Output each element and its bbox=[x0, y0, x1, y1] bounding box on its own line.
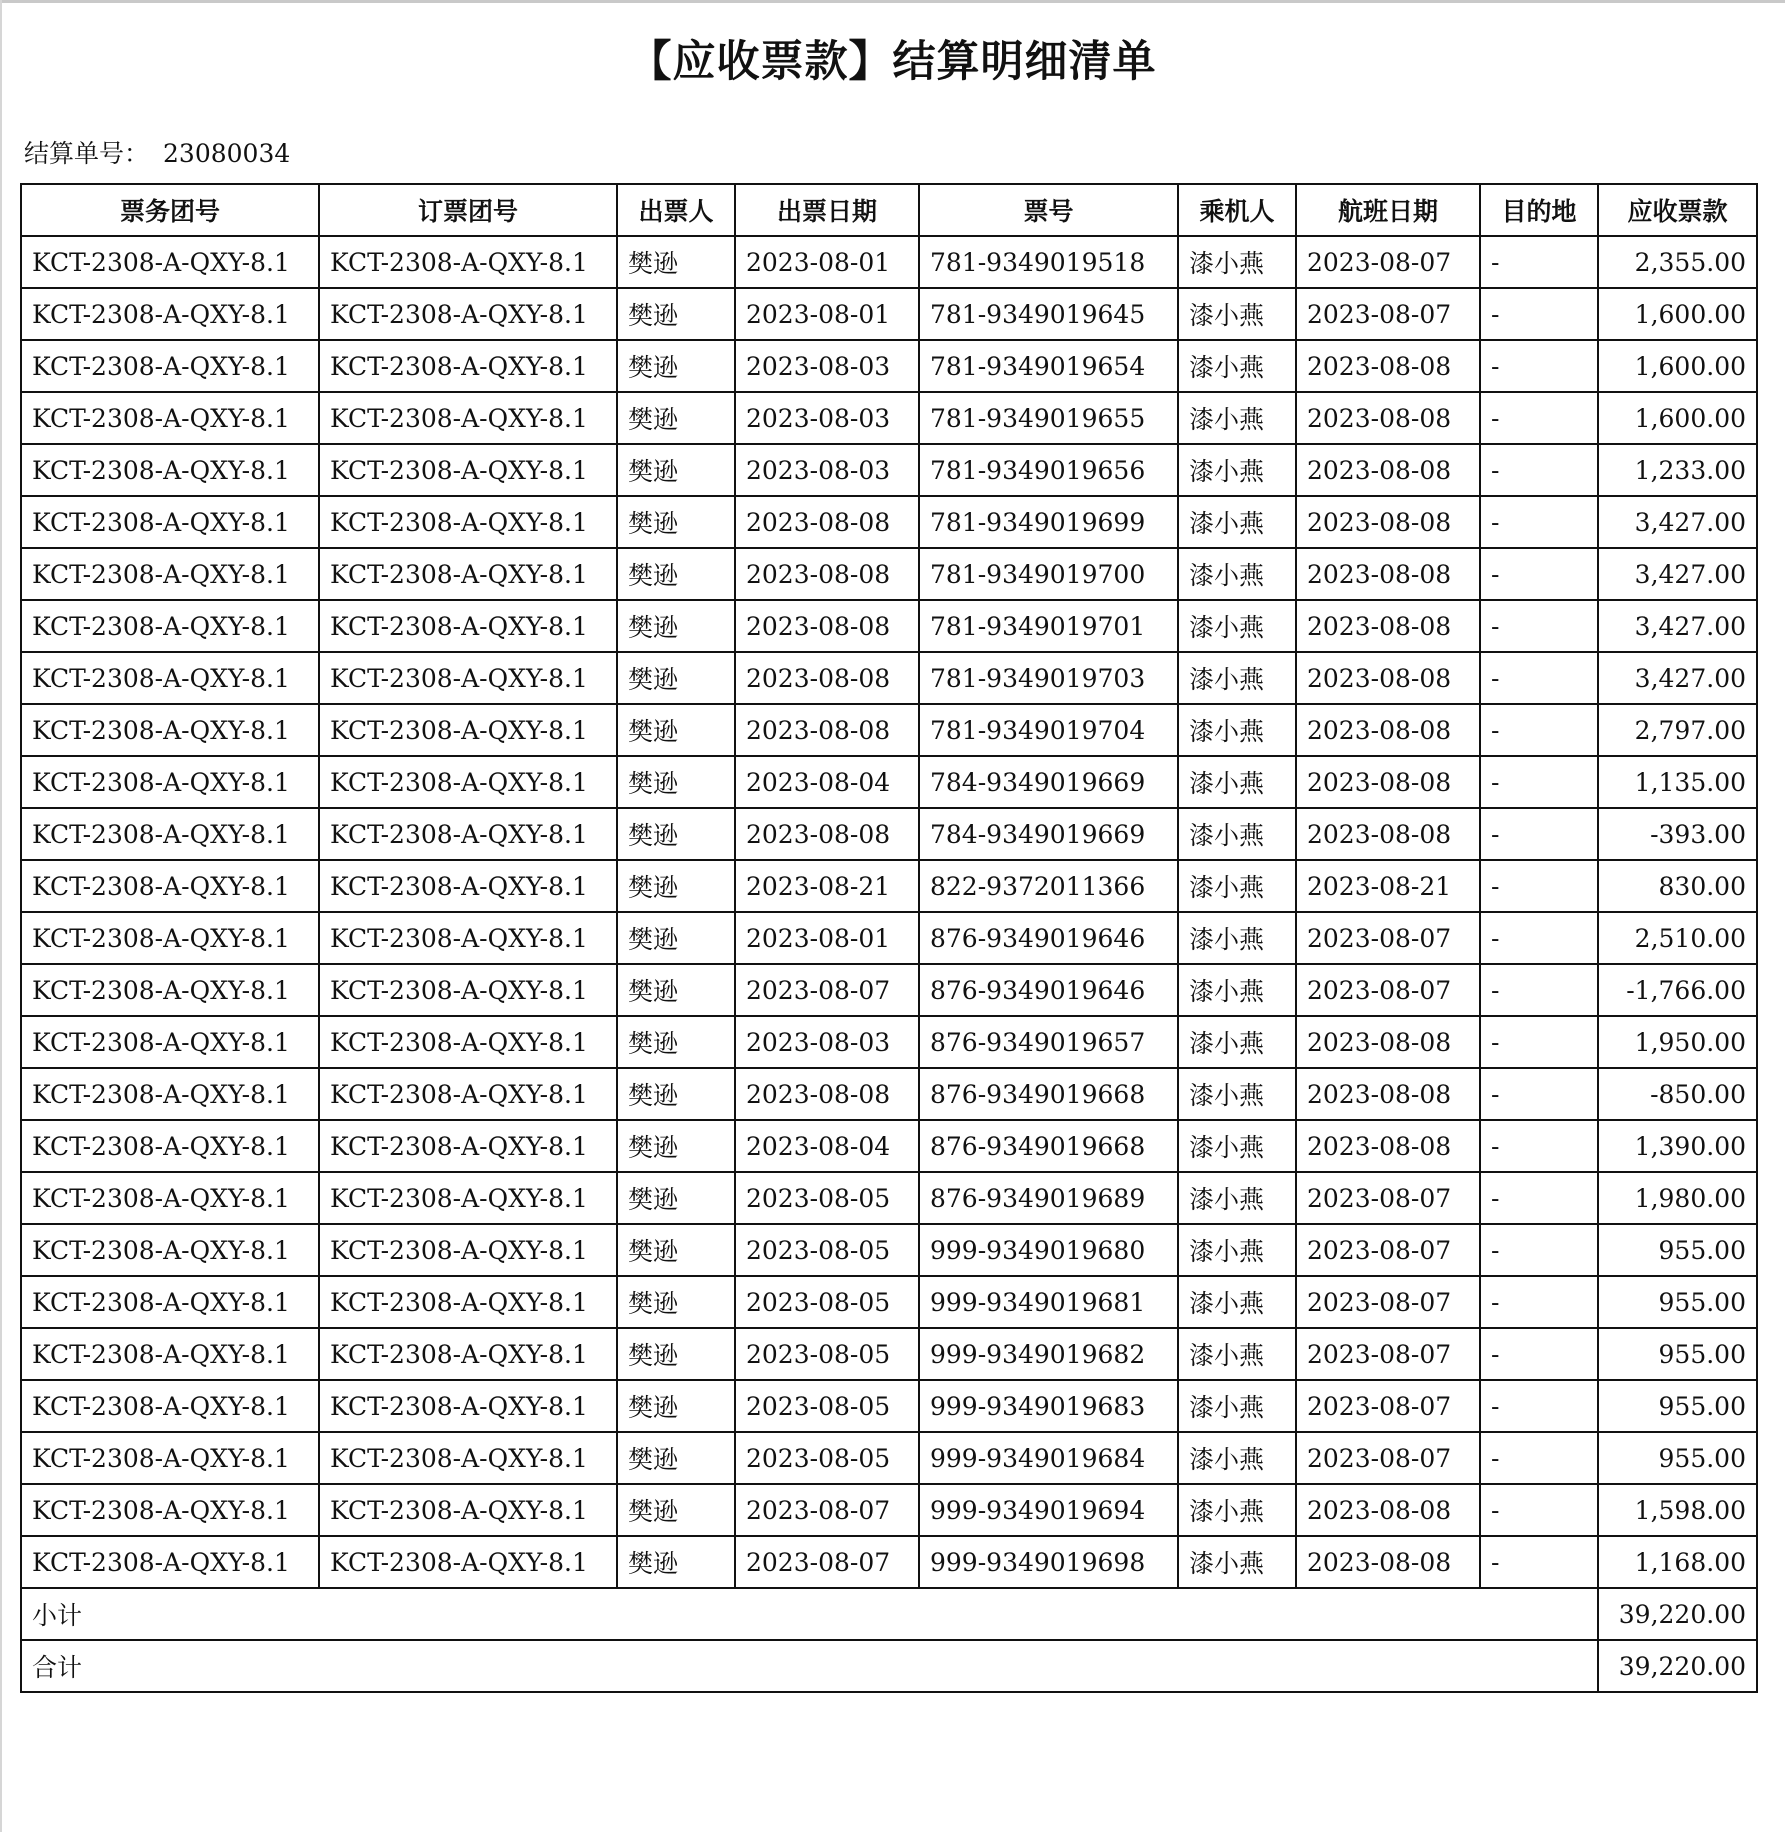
booking-group-no-cell: KCT-2308-A-QXY-8.1 bbox=[319, 444, 617, 496]
amount-cell: 3,427.00 bbox=[1598, 548, 1757, 600]
ticket-group-no-cell: KCT-2308-A-QXY-8.1 bbox=[21, 1328, 319, 1380]
issuer-cell: 樊逊 bbox=[617, 236, 735, 288]
header-receivable-amount: 应收票款 bbox=[1598, 184, 1757, 236]
ticket-group-no-cell: KCT-2308-A-QXY-8.1 bbox=[21, 600, 319, 652]
flight-date-cell: 2023-08-08 bbox=[1296, 600, 1480, 652]
flight-date-cell: 2023-08-08 bbox=[1296, 756, 1480, 808]
issuer-cell: 樊逊 bbox=[617, 1276, 735, 1328]
issue-date-cell: 2023-08-08 bbox=[735, 808, 919, 860]
table-row bbox=[21, 964, 1757, 1016]
issuer-cell: 樊逊 bbox=[617, 964, 735, 1016]
issue-date-cell: 2023-08-05 bbox=[735, 1172, 919, 1224]
amount-cell: 3,427.00 bbox=[1598, 600, 1757, 652]
issuer-cell: 樊逊 bbox=[617, 1016, 735, 1068]
passenger-cell: 漆小燕 bbox=[1178, 1432, 1296, 1484]
flight-date-cell: 2023-08-08 bbox=[1296, 548, 1480, 600]
amount-cell: 1,168.00 bbox=[1598, 1536, 1757, 1588]
passenger-cell: 漆小燕 bbox=[1178, 964, 1296, 1016]
ticket-no-cell: 781-9349019699 bbox=[919, 496, 1178, 548]
passenger-cell: 漆小燕 bbox=[1178, 808, 1296, 860]
amount-cell: 955.00 bbox=[1598, 1276, 1757, 1328]
passenger-cell: 漆小燕 bbox=[1178, 1380, 1296, 1432]
flight-date-cell: 2023-08-08 bbox=[1296, 652, 1480, 704]
settlement-number-value: 23080034 bbox=[163, 139, 291, 168]
amount-cell: 1,233.00 bbox=[1598, 444, 1757, 496]
issuer-cell: 樊逊 bbox=[617, 1328, 735, 1380]
total-row bbox=[21, 1640, 1757, 1692]
booking-group-no-cell: KCT-2308-A-QXY-8.1 bbox=[319, 1432, 617, 1484]
settlement-detail-table bbox=[20, 183, 1758, 1693]
document-title: 【应收票款】结算明细清单 bbox=[628, 37, 1157, 87]
booking-group-no-cell: KCT-2308-A-QXY-8.1 bbox=[319, 652, 617, 704]
ticket-no-cell: 781-9349019703 bbox=[919, 652, 1178, 704]
issue-date-cell: 2023-08-08 bbox=[735, 548, 919, 600]
ticket-group-no-cell: KCT-2308-A-QXY-8.1 bbox=[21, 1380, 319, 1432]
passenger-cell: 漆小燕 bbox=[1178, 912, 1296, 964]
destination-cell: - bbox=[1480, 1328, 1598, 1380]
issue-date-cell: 2023-08-08 bbox=[735, 704, 919, 756]
table-row bbox=[21, 600, 1757, 652]
issue-date-cell: 2023-08-01 bbox=[735, 236, 919, 288]
header-flight-date: 航班日期 bbox=[1296, 184, 1480, 236]
issue-date-cell: 2023-08-03 bbox=[735, 1016, 919, 1068]
amount-cell: 2,510.00 bbox=[1598, 912, 1757, 964]
table-row bbox=[21, 1328, 1757, 1380]
flight-date-cell: 2023-08-07 bbox=[1296, 912, 1480, 964]
amount-cell: 955.00 bbox=[1598, 1224, 1757, 1276]
issuer-cell: 樊逊 bbox=[617, 912, 735, 964]
issuer-cell: 樊逊 bbox=[617, 1172, 735, 1224]
destination-cell: - bbox=[1480, 860, 1598, 912]
issue-date-cell: 2023-08-08 bbox=[735, 600, 919, 652]
ticket-group-no-cell: KCT-2308-A-QXY-8.1 bbox=[21, 1120, 319, 1172]
ticket-no-cell: 999-9349019694 bbox=[919, 1484, 1178, 1536]
amount-cell: 3,427.00 bbox=[1598, 652, 1757, 704]
destination-cell: - bbox=[1480, 1380, 1598, 1432]
ticket-no-cell: 876-9349019646 bbox=[919, 964, 1178, 1016]
header-ticket-group-no: 票务团号 bbox=[21, 184, 319, 236]
ticket-group-no-cell: KCT-2308-A-QXY-8.1 bbox=[21, 444, 319, 496]
flight-date-cell: 2023-08-21 bbox=[1296, 860, 1480, 912]
amount-cell: 3,427.00 bbox=[1598, 496, 1757, 548]
ticket-no-cell: 781-9349019656 bbox=[919, 444, 1178, 496]
destination-cell: - bbox=[1480, 704, 1598, 756]
table-row bbox=[21, 548, 1757, 600]
issue-date-cell: 2023-08-05 bbox=[735, 1328, 919, 1380]
ticket-group-no-cell: KCT-2308-A-QXY-8.1 bbox=[21, 1068, 319, 1120]
ticket-no-cell: 999-9349019683 bbox=[919, 1380, 1178, 1432]
ticket-no-cell: 822-9372011366 bbox=[919, 860, 1178, 912]
booking-group-no-cell: KCT-2308-A-QXY-8.1 bbox=[319, 496, 617, 548]
ticket-no-cell: 784-9349019669 bbox=[919, 808, 1178, 860]
destination-cell: - bbox=[1480, 1224, 1598, 1276]
issuer-cell: 樊逊 bbox=[617, 1068, 735, 1120]
amount-cell: 955.00 bbox=[1598, 1328, 1757, 1380]
ticket-group-no-cell: KCT-2308-A-QXY-8.1 bbox=[21, 288, 319, 340]
destination-cell: - bbox=[1480, 392, 1598, 444]
destination-cell: - bbox=[1480, 1484, 1598, 1536]
flight-date-cell: 2023-08-08 bbox=[1296, 1016, 1480, 1068]
issuer-cell: 樊逊 bbox=[617, 548, 735, 600]
ticket-group-no-cell: KCT-2308-A-QXY-8.1 bbox=[21, 340, 319, 392]
flight-date-cell: 2023-08-07 bbox=[1296, 1432, 1480, 1484]
table-row bbox=[21, 1536, 1757, 1588]
ticket-group-no-cell: KCT-2308-A-QXY-8.1 bbox=[21, 1172, 319, 1224]
booking-group-no-cell: KCT-2308-A-QXY-8.1 bbox=[319, 288, 617, 340]
passenger-cell: 漆小燕 bbox=[1178, 340, 1296, 392]
flight-date-cell: 2023-08-08 bbox=[1296, 1536, 1480, 1588]
destination-cell: - bbox=[1480, 1120, 1598, 1172]
issue-date-cell: 2023-08-07 bbox=[735, 964, 919, 1016]
issuer-cell: 樊逊 bbox=[617, 1380, 735, 1432]
amount-cell: 830.00 bbox=[1598, 860, 1757, 912]
issuer-cell: 樊逊 bbox=[617, 808, 735, 860]
flight-date-cell: 2023-08-07 bbox=[1296, 1380, 1480, 1432]
flight-date-cell: 2023-08-08 bbox=[1296, 808, 1480, 860]
table-row bbox=[21, 860, 1757, 912]
ticket-no-cell: 876-9349019668 bbox=[919, 1068, 1178, 1120]
issue-date-cell: 2023-08-04 bbox=[735, 756, 919, 808]
passenger-cell: 漆小燕 bbox=[1178, 704, 1296, 756]
flight-date-cell: 2023-08-07 bbox=[1296, 1172, 1480, 1224]
ticket-group-no-cell: KCT-2308-A-QXY-8.1 bbox=[21, 1484, 319, 1536]
amount-cell: 1,135.00 bbox=[1598, 756, 1757, 808]
issuer-cell: 樊逊 bbox=[617, 1536, 735, 1588]
amount-cell: -850.00 bbox=[1598, 1068, 1757, 1120]
destination-cell: - bbox=[1480, 1432, 1598, 1484]
amount-cell: 1,600.00 bbox=[1598, 392, 1757, 444]
passenger-cell: 漆小燕 bbox=[1178, 236, 1296, 288]
ticket-group-no-cell: KCT-2308-A-QXY-8.1 bbox=[21, 860, 319, 912]
table-header-row bbox=[21, 184, 1757, 236]
booking-group-no-cell: KCT-2308-A-QXY-8.1 bbox=[319, 600, 617, 652]
ticket-no-cell: 781-9349019518 bbox=[919, 236, 1178, 288]
amount-cell: 955.00 bbox=[1598, 1432, 1757, 1484]
destination-cell: - bbox=[1480, 1172, 1598, 1224]
destination-cell: - bbox=[1480, 756, 1598, 808]
issue-date-cell: 2023-08-21 bbox=[735, 860, 919, 912]
ticket-no-cell: 781-9349019704 bbox=[919, 704, 1178, 756]
ticket-group-no-cell: KCT-2308-A-QXY-8.1 bbox=[21, 652, 319, 704]
passenger-cell: 漆小燕 bbox=[1178, 496, 1296, 548]
issue-date-cell: 2023-08-04 bbox=[735, 1120, 919, 1172]
issue-date-cell: 2023-08-03 bbox=[735, 444, 919, 496]
top-border bbox=[0, 0, 1785, 3]
ticket-no-cell: 999-9349019682 bbox=[919, 1328, 1178, 1380]
ticket-group-no-cell: KCT-2308-A-QXY-8.1 bbox=[21, 1276, 319, 1328]
table-row bbox=[21, 1016, 1757, 1068]
table-row bbox=[21, 652, 1757, 704]
destination-cell: - bbox=[1480, 1276, 1598, 1328]
issuer-cell: 樊逊 bbox=[617, 1224, 735, 1276]
ticket-no-cell: 781-9349019645 bbox=[919, 288, 1178, 340]
amount-cell: 2,797.00 bbox=[1598, 704, 1757, 756]
destination-cell: - bbox=[1480, 912, 1598, 964]
passenger-cell: 漆小燕 bbox=[1178, 1224, 1296, 1276]
destination-cell: - bbox=[1480, 236, 1598, 288]
table-row bbox=[21, 756, 1757, 808]
ticket-group-no-cell: KCT-2308-A-QXY-8.1 bbox=[21, 756, 319, 808]
ticket-group-no-cell: KCT-2308-A-QXY-8.1 bbox=[21, 964, 319, 1016]
destination-cell: - bbox=[1480, 808, 1598, 860]
destination-cell: - bbox=[1480, 1016, 1598, 1068]
table-row bbox=[21, 1432, 1757, 1484]
header-passenger: 乘机人 bbox=[1178, 184, 1296, 236]
issue-date-cell: 2023-08-08 bbox=[735, 1068, 919, 1120]
header-destination: 目的地 bbox=[1480, 184, 1598, 236]
issuer-cell: 樊逊 bbox=[617, 392, 735, 444]
issue-date-cell: 2023-08-05 bbox=[735, 1276, 919, 1328]
ticket-no-cell: 876-9349019657 bbox=[919, 1016, 1178, 1068]
issue-date-cell: 2023-08-07 bbox=[735, 1484, 919, 1536]
passenger-cell: 漆小燕 bbox=[1178, 652, 1296, 704]
ticket-group-no-cell: KCT-2308-A-QXY-8.1 bbox=[21, 704, 319, 756]
booking-group-no-cell: KCT-2308-A-QXY-8.1 bbox=[319, 340, 617, 392]
ticket-group-no-cell: KCT-2308-A-QXY-8.1 bbox=[21, 1224, 319, 1276]
table-row bbox=[21, 236, 1757, 288]
passenger-cell: 漆小燕 bbox=[1178, 756, 1296, 808]
issue-date-cell: 2023-08-08 bbox=[735, 652, 919, 704]
table-row bbox=[21, 704, 1757, 756]
ticket-group-no-cell: KCT-2308-A-QXY-8.1 bbox=[21, 1432, 319, 1484]
issuer-cell: 樊逊 bbox=[617, 600, 735, 652]
flight-date-cell: 2023-08-08 bbox=[1296, 1484, 1480, 1536]
flight-date-cell: 2023-08-08 bbox=[1296, 392, 1480, 444]
ticket-no-cell: 781-9349019700 bbox=[919, 548, 1178, 600]
issue-date-cell: 2023-08-01 bbox=[735, 288, 919, 340]
ticket-group-no-cell: KCT-2308-A-QXY-8.1 bbox=[21, 1016, 319, 1068]
ticket-no-cell: 999-9349019680 bbox=[919, 1224, 1178, 1276]
header-issue-date: 出票日期 bbox=[735, 184, 919, 236]
table-row bbox=[21, 444, 1757, 496]
issue-date-cell: 2023-08-01 bbox=[735, 912, 919, 964]
flight-date-cell: 2023-08-08 bbox=[1296, 496, 1480, 548]
issue-date-cell: 2023-08-03 bbox=[735, 340, 919, 392]
flight-date-cell: 2023-08-07 bbox=[1296, 1328, 1480, 1380]
booking-group-no-cell: KCT-2308-A-QXY-8.1 bbox=[319, 1224, 617, 1276]
booking-group-no-cell: KCT-2308-A-QXY-8.1 bbox=[319, 1276, 617, 1328]
ticket-no-cell: 999-9349019681 bbox=[919, 1276, 1178, 1328]
table-body bbox=[21, 236, 1757, 1588]
table-row bbox=[21, 912, 1757, 964]
amount-cell: -393.00 bbox=[1598, 808, 1757, 860]
subtotal-row bbox=[21, 1588, 1757, 1640]
table-row bbox=[21, 1276, 1757, 1328]
destination-cell: - bbox=[1480, 652, 1598, 704]
table-row bbox=[21, 1380, 1757, 1432]
table-row bbox=[21, 1120, 1757, 1172]
table-row bbox=[21, 392, 1757, 444]
amount-cell: 2,355.00 bbox=[1598, 236, 1757, 288]
flight-date-cell: 2023-08-07 bbox=[1296, 236, 1480, 288]
table-row bbox=[21, 808, 1757, 860]
booking-group-no-cell: KCT-2308-A-QXY-8.1 bbox=[319, 860, 617, 912]
table-row bbox=[21, 340, 1757, 392]
subtotal-value: 39,220.00 bbox=[1598, 1588, 1757, 1640]
amount-cell: 1,980.00 bbox=[1598, 1172, 1757, 1224]
ticket-group-no-cell: KCT-2308-A-QXY-8.1 bbox=[21, 912, 319, 964]
table-row bbox=[21, 1484, 1757, 1536]
booking-group-no-cell: KCT-2308-A-QXY-8.1 bbox=[319, 912, 617, 964]
passenger-cell: 漆小燕 bbox=[1178, 288, 1296, 340]
ticket-no-cell: 999-9349019684 bbox=[919, 1432, 1178, 1484]
booking-group-no-cell: KCT-2308-A-QXY-8.1 bbox=[319, 1380, 617, 1432]
table-row bbox=[21, 1068, 1757, 1120]
flight-date-cell: 2023-08-07 bbox=[1296, 1276, 1480, 1328]
amount-cell: 1,600.00 bbox=[1598, 288, 1757, 340]
flight-date-cell: 2023-08-08 bbox=[1296, 340, 1480, 392]
subtotal-label: 小计 bbox=[21, 1588, 1598, 1640]
passenger-cell: 漆小燕 bbox=[1178, 1016, 1296, 1068]
passenger-cell: 漆小燕 bbox=[1178, 1536, 1296, 1588]
settlement-number-label: 结算单号： bbox=[24, 139, 150, 168]
ticket-group-no-cell: KCT-2308-A-QXY-8.1 bbox=[21, 548, 319, 600]
ticket-group-no-cell: KCT-2308-A-QXY-8.1 bbox=[21, 392, 319, 444]
booking-group-no-cell: KCT-2308-A-QXY-8.1 bbox=[319, 756, 617, 808]
issuer-cell: 樊逊 bbox=[617, 496, 735, 548]
ticket-group-no-cell: KCT-2308-A-QXY-8.1 bbox=[21, 808, 319, 860]
total-value: 39,220.00 bbox=[1598, 1640, 1757, 1692]
issuer-cell: 樊逊 bbox=[617, 756, 735, 808]
destination-cell: - bbox=[1480, 444, 1598, 496]
destination-cell: - bbox=[1480, 1068, 1598, 1120]
destination-cell: - bbox=[1480, 600, 1598, 652]
header-booking-group-no: 订票团号 bbox=[319, 184, 617, 236]
booking-group-no-cell: KCT-2308-A-QXY-8.1 bbox=[319, 548, 617, 600]
destination-cell: - bbox=[1480, 964, 1598, 1016]
ticket-group-no-cell: KCT-2308-A-QXY-8.1 bbox=[21, 236, 319, 288]
issuer-cell: 樊逊 bbox=[617, 704, 735, 756]
destination-cell: - bbox=[1480, 340, 1598, 392]
booking-group-no-cell: KCT-2308-A-QXY-8.1 bbox=[319, 1328, 617, 1380]
total-label: 合计 bbox=[21, 1640, 1598, 1692]
flight-date-cell: 2023-08-07 bbox=[1296, 964, 1480, 1016]
passenger-cell: 漆小燕 bbox=[1178, 1328, 1296, 1380]
header-issuer: 出票人 bbox=[617, 184, 735, 236]
ticket-no-cell: 781-9349019655 bbox=[919, 392, 1178, 444]
amount-cell: 1,598.00 bbox=[1598, 1484, 1757, 1536]
issuer-cell: 樊逊 bbox=[617, 860, 735, 912]
left-border bbox=[0, 0, 2, 1832]
ticket-no-cell: 876-9349019689 bbox=[919, 1172, 1178, 1224]
ticket-no-cell: 876-9349019646 bbox=[919, 912, 1178, 964]
issuer-cell: 樊逊 bbox=[617, 1120, 735, 1172]
passenger-cell: 漆小燕 bbox=[1178, 444, 1296, 496]
ticket-no-cell: 781-9349019701 bbox=[919, 600, 1178, 652]
amount-cell: 955.00 bbox=[1598, 1380, 1757, 1432]
destination-cell: - bbox=[1480, 1536, 1598, 1588]
ticket-group-no-cell: KCT-2308-A-QXY-8.1 bbox=[21, 1536, 319, 1588]
flight-date-cell: 2023-08-08 bbox=[1296, 704, 1480, 756]
table-row bbox=[21, 288, 1757, 340]
issuer-cell: 樊逊 bbox=[617, 652, 735, 704]
booking-group-no-cell: KCT-2308-A-QXY-8.1 bbox=[319, 1120, 617, 1172]
destination-cell: - bbox=[1480, 496, 1598, 548]
passenger-cell: 漆小燕 bbox=[1178, 1068, 1296, 1120]
settlement-number-line bbox=[24, 134, 290, 170]
amount-cell: 1,950.00 bbox=[1598, 1016, 1757, 1068]
issuer-cell: 樊逊 bbox=[617, 288, 735, 340]
table-row bbox=[21, 1224, 1757, 1276]
passenger-cell: 漆小燕 bbox=[1178, 860, 1296, 912]
ticket-no-cell: 999-9349019698 bbox=[919, 1536, 1178, 1588]
passenger-cell: 漆小燕 bbox=[1178, 1172, 1296, 1224]
booking-group-no-cell: KCT-2308-A-QXY-8.1 bbox=[319, 392, 617, 444]
flight-date-cell: 2023-08-07 bbox=[1296, 288, 1480, 340]
issue-date-cell: 2023-08-05 bbox=[735, 1432, 919, 1484]
destination-cell: - bbox=[1480, 288, 1598, 340]
amount-cell: 1,390.00 bbox=[1598, 1120, 1757, 1172]
issue-date-cell: 2023-08-08 bbox=[735, 496, 919, 548]
table-row bbox=[21, 496, 1757, 548]
passenger-cell: 漆小燕 bbox=[1178, 392, 1296, 444]
ticket-no-cell: 781-9349019654 bbox=[919, 340, 1178, 392]
issue-date-cell: 2023-08-03 bbox=[735, 392, 919, 444]
passenger-cell: 漆小燕 bbox=[1178, 1120, 1296, 1172]
amount-cell: -1,766.00 bbox=[1598, 964, 1757, 1016]
booking-group-no-cell: KCT-2308-A-QXY-8.1 bbox=[319, 808, 617, 860]
flight-date-cell: 2023-08-08 bbox=[1296, 1120, 1480, 1172]
issuer-cell: 樊逊 bbox=[617, 444, 735, 496]
amount-cell: 1,600.00 bbox=[1598, 340, 1757, 392]
issuer-cell: 樊逊 bbox=[617, 1432, 735, 1484]
booking-group-no-cell: KCT-2308-A-QXY-8.1 bbox=[319, 236, 617, 288]
booking-group-no-cell: KCT-2308-A-QXY-8.1 bbox=[319, 1484, 617, 1536]
table-row bbox=[21, 1172, 1757, 1224]
ticket-group-no-cell: KCT-2308-A-QXY-8.1 bbox=[21, 496, 319, 548]
passenger-cell: 漆小燕 bbox=[1178, 1276, 1296, 1328]
passenger-cell: 漆小燕 bbox=[1178, 1484, 1296, 1536]
header-ticket-no: 票号 bbox=[919, 184, 1178, 236]
issuer-cell: 樊逊 bbox=[617, 1484, 735, 1536]
flight-date-cell: 2023-08-07 bbox=[1296, 1224, 1480, 1276]
ticket-no-cell: 784-9349019669 bbox=[919, 756, 1178, 808]
booking-group-no-cell: KCT-2308-A-QXY-8.1 bbox=[319, 1536, 617, 1588]
ticket-no-cell: 876-9349019668 bbox=[919, 1120, 1178, 1172]
booking-group-no-cell: KCT-2308-A-QXY-8.1 bbox=[319, 1172, 617, 1224]
passenger-cell: 漆小燕 bbox=[1178, 548, 1296, 600]
issue-date-cell: 2023-08-05 bbox=[735, 1380, 919, 1432]
booking-group-no-cell: KCT-2308-A-QXY-8.1 bbox=[319, 1016, 617, 1068]
flight-date-cell: 2023-08-08 bbox=[1296, 1068, 1480, 1120]
flight-date-cell: 2023-08-08 bbox=[1296, 444, 1480, 496]
booking-group-no-cell: KCT-2308-A-QXY-8.1 bbox=[319, 964, 617, 1016]
issue-date-cell: 2023-08-05 bbox=[735, 1224, 919, 1276]
issue-date-cell: 2023-08-07 bbox=[735, 1536, 919, 1588]
issuer-cell: 樊逊 bbox=[617, 340, 735, 392]
booking-group-no-cell: KCT-2308-A-QXY-8.1 bbox=[319, 1068, 617, 1120]
passenger-cell: 漆小燕 bbox=[1178, 600, 1296, 652]
destination-cell: - bbox=[1480, 548, 1598, 600]
booking-group-no-cell: KCT-2308-A-QXY-8.1 bbox=[319, 704, 617, 756]
